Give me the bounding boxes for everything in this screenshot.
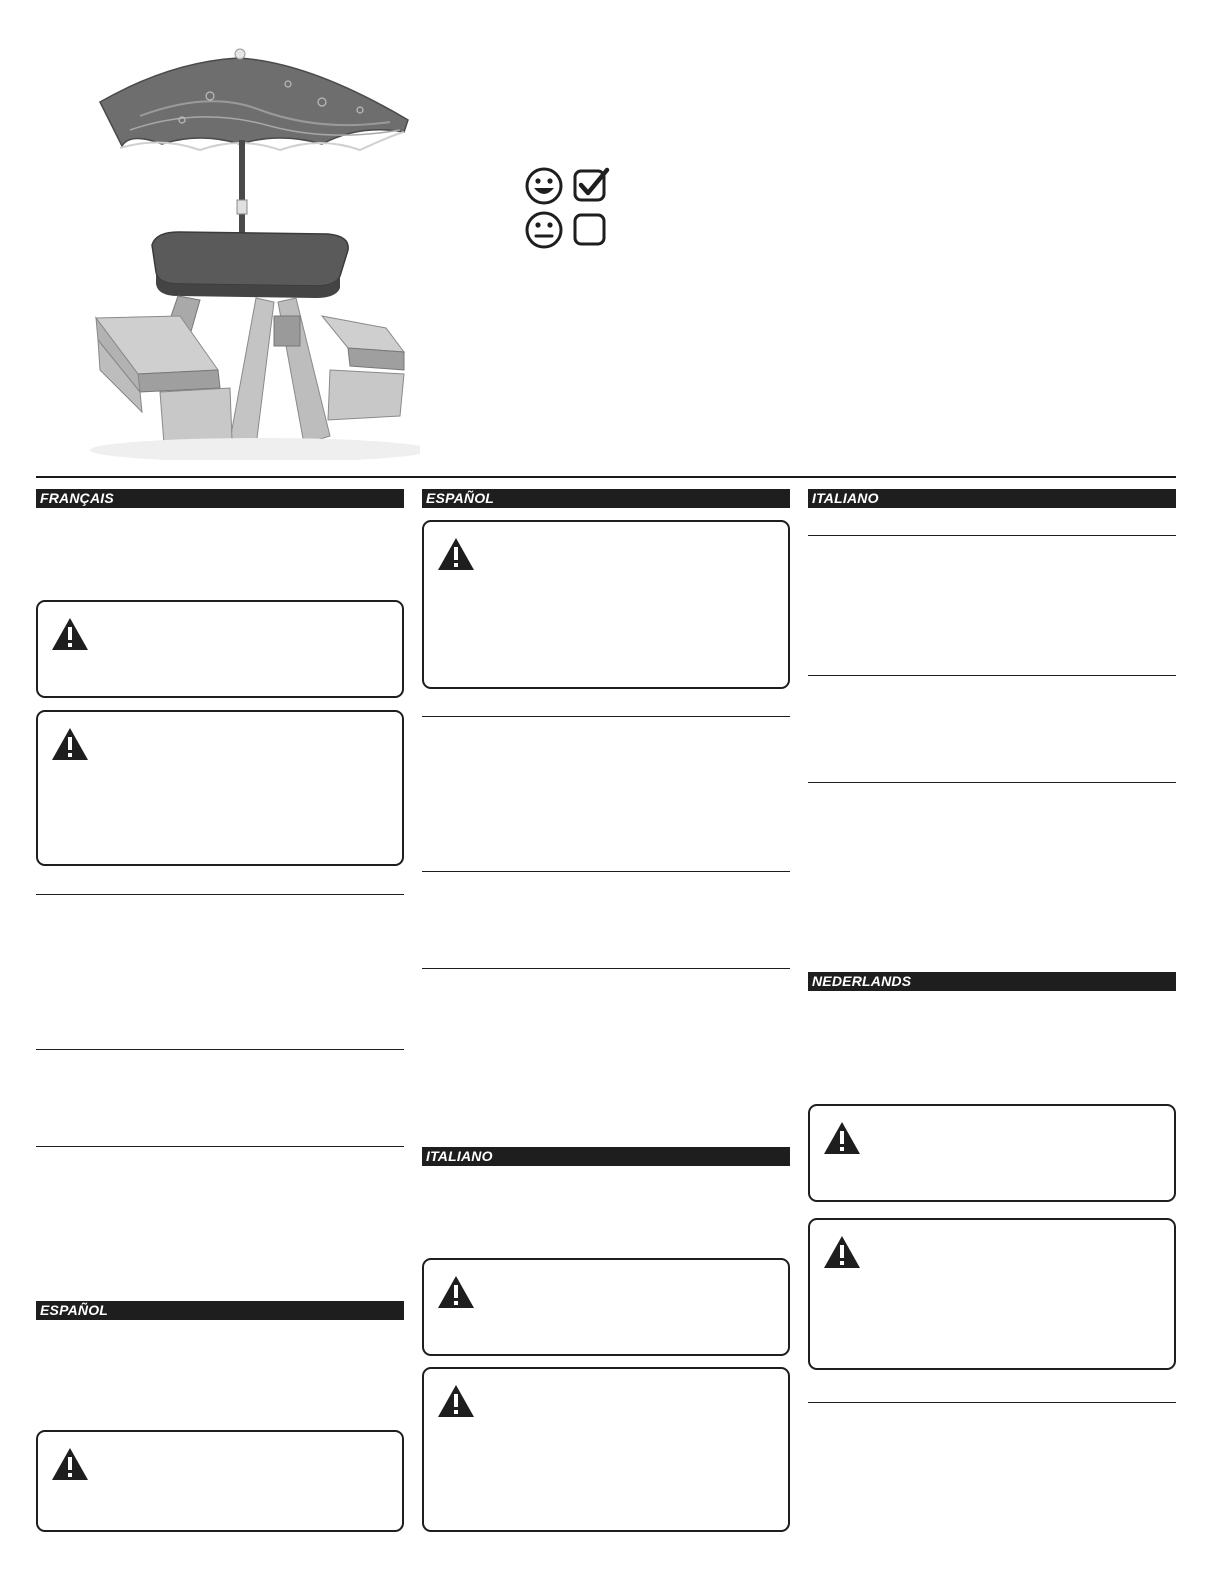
warning-box bbox=[422, 520, 790, 689]
warning-triangle-icon bbox=[822, 1120, 862, 1156]
warning-box bbox=[36, 600, 404, 698]
warning-box bbox=[422, 1258, 790, 1356]
warning-box bbox=[422, 1367, 790, 1532]
empty-box-icon bbox=[572, 210, 612, 250]
section-divider bbox=[36, 1146, 404, 1147]
warning-triangle-icon bbox=[436, 1274, 476, 1310]
warning-triangle-icon bbox=[436, 1383, 476, 1419]
section-divider bbox=[808, 535, 1176, 536]
section-header-italiano: ITALIANO bbox=[422, 1147, 790, 1166]
neutral-face-icon bbox=[524, 210, 564, 250]
section-divider bbox=[422, 871, 790, 872]
section-divider bbox=[36, 1049, 404, 1050]
section-divider bbox=[808, 1402, 1176, 1403]
section-divider bbox=[808, 675, 1176, 676]
warning-box bbox=[808, 1104, 1176, 1202]
warning-box bbox=[36, 710, 404, 866]
happy-face-icon bbox=[524, 166, 564, 206]
warning-box bbox=[808, 1218, 1176, 1370]
section-header-nederlands: NEDERLANDS bbox=[808, 972, 1176, 991]
product-illustration bbox=[60, 40, 420, 460]
section-divider bbox=[808, 782, 1176, 783]
section-divider bbox=[36, 894, 404, 895]
warning-box bbox=[36, 1430, 404, 1532]
section-header-italiano: ITALIANO bbox=[808, 489, 1176, 508]
section-divider bbox=[422, 716, 790, 717]
checked-box-icon bbox=[572, 166, 612, 206]
warning-triangle-icon bbox=[50, 1446, 90, 1482]
warning-triangle-icon bbox=[50, 726, 90, 762]
section-header-espanol: ESPAÑOL bbox=[36, 1301, 404, 1320]
section-header-francais: FRANÇAIS bbox=[36, 489, 404, 508]
warning-triangle-icon bbox=[50, 616, 90, 652]
warning-triangle-icon bbox=[822, 1234, 862, 1270]
warning-triangle-icon bbox=[436, 536, 476, 572]
page-divider bbox=[36, 476, 1176, 478]
section-header-espanol: ESPAÑOL bbox=[422, 489, 790, 508]
section-divider bbox=[422, 968, 790, 969]
